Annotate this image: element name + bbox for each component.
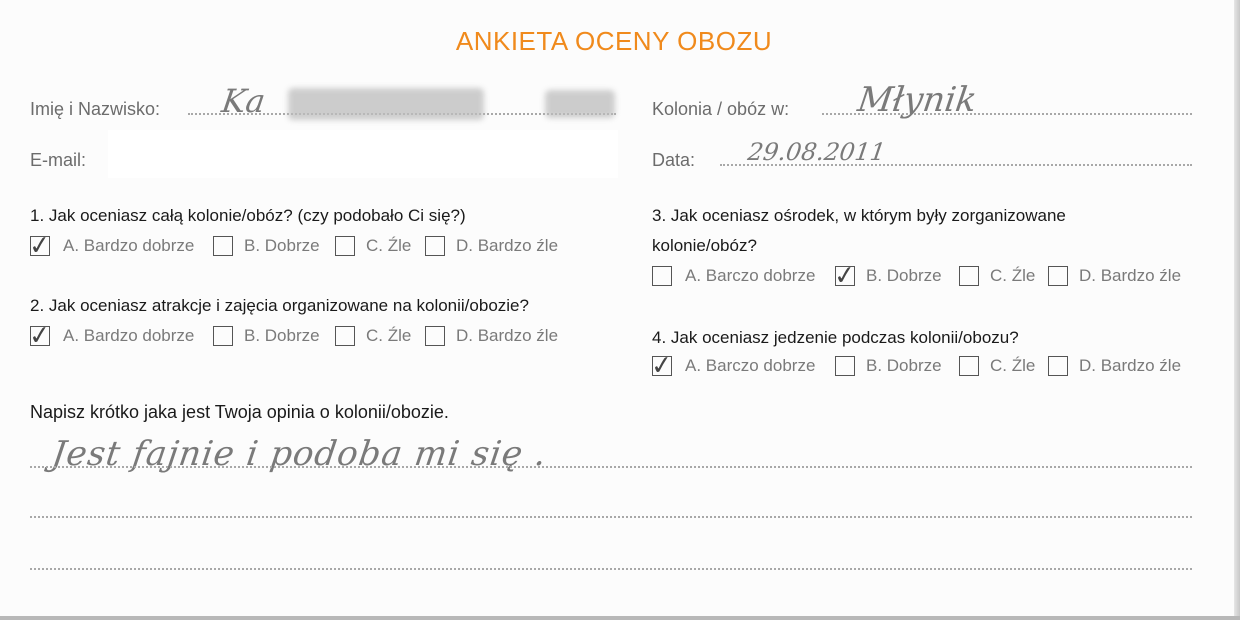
card-edge-right	[1234, 0, 1240, 620]
question-3-text-line1: 3. Jak oceniasz ośrodek, w którym były zorganizowane	[652, 206, 1066, 225]
q1-option-d: D. Bardzo źle	[456, 236, 559, 255]
card-edge-bottom	[0, 616, 1240, 620]
email-field[interactable]	[108, 130, 618, 178]
q3-checkbox-d[interactable]	[1048, 266, 1068, 286]
q1-option-a: A. Bardzo dobrze	[63, 236, 195, 255]
q4-option-d: D. Bardzo źle	[1079, 356, 1182, 375]
checkmark-icon: ✓	[649, 349, 675, 383]
q3-option-b: B. Dobrze	[866, 266, 942, 285]
q2-checkbox-d[interactable]	[425, 326, 445, 346]
form-title: ANKIETA OCENY OBOZU	[455, 26, 773, 56]
date-value-handwritten: 29.08.2011	[746, 138, 888, 166]
q1-checkbox-d[interactable]	[425, 236, 445, 256]
colony-value-handwritten: Młynik	[855, 80, 980, 120]
q4-option-a: A. Barczo dobrze	[685, 356, 816, 375]
q3-checkbox-c[interactable]	[959, 266, 979, 286]
name-initials-handwritten: Ka	[219, 82, 268, 120]
q2-checkbox-b[interactable]	[213, 326, 233, 346]
checkmark-icon: ✓	[27, 319, 53, 353]
q2-option-b: B. Dobrze	[244, 326, 320, 345]
q1-checkbox-c[interactable]	[335, 236, 355, 256]
q3-option-a: A. Barczo dobrze	[685, 266, 816, 285]
opinion-prompt: Napisz krótko jaka jest Twoja opinia o kolonii/obozie.	[30, 402, 449, 422]
q1-option-c: C. Źle	[366, 236, 412, 255]
q2-checkbox-c[interactable]	[335, 326, 355, 346]
name-redacted-blur	[288, 88, 484, 120]
q4-checkbox-b[interactable]	[835, 356, 855, 376]
question-4-text: 4. Jak oceniasz jedzenie podczas kolonii/obozu?	[652, 328, 1019, 347]
q1-checkbox-a[interactable]	[27, 229, 53, 263]
q2-option-a: A. Bardzo dobrze	[63, 326, 195, 345]
q4-checkbox-d[interactable]	[1048, 356, 1068, 376]
colony-label: Kolonia / obóz w:	[652, 99, 790, 119]
date-label: Data:	[652, 150, 696, 170]
q2-option-c: C. Źle	[366, 326, 412, 345]
checkmark-icon: ✓	[832, 259, 858, 293]
opinion-line-3[interactable]	[30, 568, 1192, 570]
q3-checkbox-b[interactable]	[832, 259, 858, 293]
question-1-text: 1. Jak oceniasz całą kolonie/obóz? (czy podobało Ci się?)	[30, 206, 466, 225]
question-2-text: 2. Jak oceniasz atrakcje i zajęcia organizowane na kolonii/obozie?	[30, 296, 529, 315]
q3-option-d: D. Bardzo źle	[1079, 266, 1182, 285]
q4-checkbox-c[interactable]	[959, 356, 979, 376]
q4-option-b: B. Dobrze	[866, 356, 942, 375]
opinion-line-2[interactable]	[30, 516, 1192, 518]
name-redacted-blur-2	[545, 90, 615, 118]
q4-checkbox-a[interactable]	[649, 349, 675, 383]
q2-checkbox-a[interactable]	[27, 319, 53, 353]
q3-option-c: C. Źle	[990, 266, 1036, 285]
q3-checkbox-a[interactable]	[652, 266, 672, 286]
q1-option-b: B. Dobrze	[244, 236, 320, 255]
opinion-answer-handwritten: Jest fajnie i podoba mi się .	[49, 434, 550, 474]
opinion-line-1[interactable]	[30, 466, 1192, 468]
q4-option-c: C. Źle	[990, 356, 1036, 375]
checkmark-icon: ✓	[27, 229, 53, 263]
email-label: E-mail:	[30, 150, 87, 170]
question-3-text-line2: kolonie/obóz?	[652, 236, 757, 255]
q2-option-d: D. Bardzo źle	[456, 326, 559, 345]
name-label: Imię i Nazwisko:	[30, 99, 161, 119]
q1-checkbox-b[interactable]	[213, 236, 233, 256]
